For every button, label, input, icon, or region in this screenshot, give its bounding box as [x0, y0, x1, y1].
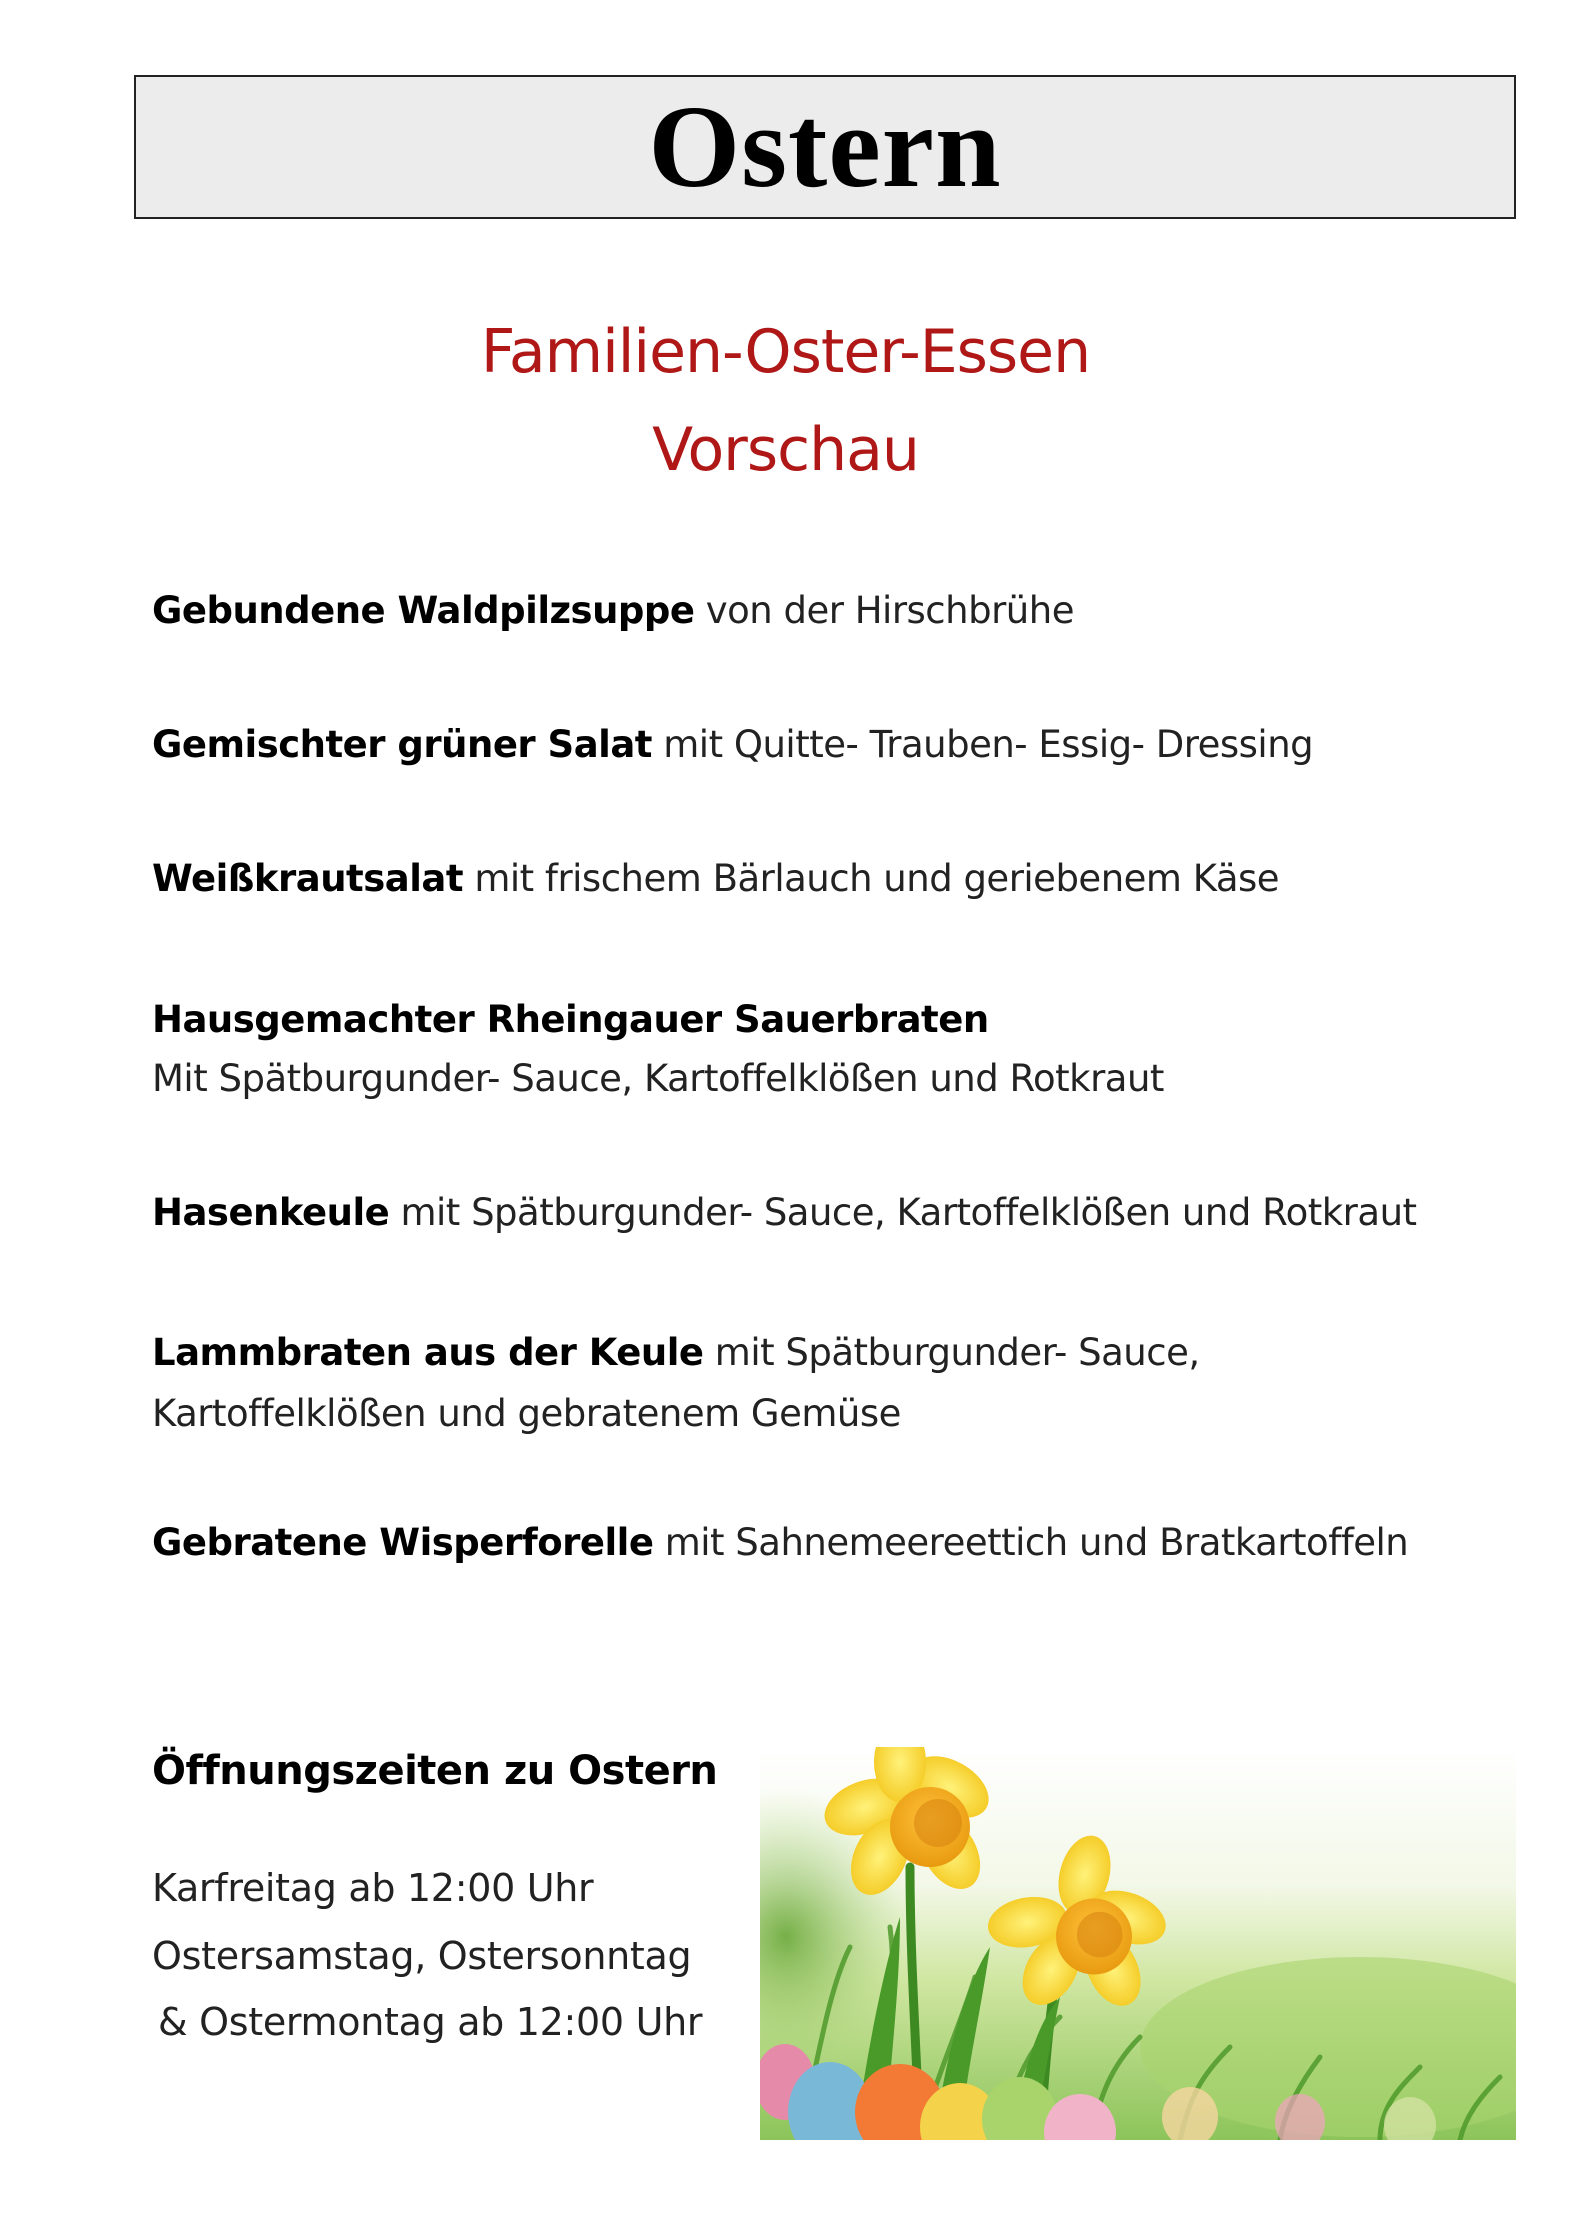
subtitle-line-1: Familien-Oster-Essen	[480, 317, 1091, 387]
menu-item	[152, 1520, 1492, 1566]
menu-item-desc: mit Sahnemeereettich und Bratkartoffeln	[653, 1521, 1409, 1564]
menu-item-name: Gebundene Waldpilzsuppe	[152, 589, 695, 632]
subtitle-line-2: Vorschau	[652, 415, 919, 485]
menu-item-name: Weißkrautsalat	[152, 857, 464, 900]
menu-item-desc: Mit Spätburgunder- Sauce, Kartoffelklößen und Rotkraut	[152, 1057, 1164, 1101]
menu-item	[152, 856, 1492, 902]
title-box	[134, 75, 1516, 219]
opening-hours-heading: Öffnungszeiten zu Ostern	[152, 1748, 718, 1794]
menu-item	[152, 722, 1492, 768]
menu-item-desc: mit Spätburgunder- Sauce, Kartoffelklößen und gebratenem Gemüse	[152, 1331, 1200, 1436]
menu-item	[152, 588, 1492, 634]
page-title: Ostern	[648, 81, 1002, 212]
menu-item-name: Hasenkeule	[152, 1191, 390, 1234]
menu-item-name: Hausgemachter Rheingauer Sauerbraten	[152, 998, 989, 1041]
menu-item-desc: mit frischem Bärlauch und geriebenem Käse	[463, 857, 1280, 900]
menu-item	[152, 1322, 1462, 1444]
menu-item	[152, 990, 1492, 1108]
daffodils-easter-eggs-photo	[760, 1747, 1516, 2140]
menu-item	[152, 1190, 1492, 1236]
menu-item-desc: mit Spätburgunder- Sauce, Kartoffelklößen und Rotkraut	[389, 1191, 1417, 1234]
menu-item-name: Lammbraten aus der Keule	[152, 1331, 704, 1374]
menu-item-desc: mit Quitte- Trauben- Essig- Dressing	[652, 723, 1314, 766]
opening-hours-line: Ostersamstag, Ostersonntag	[152, 1934, 692, 1978]
menu-item-desc: von der Hirschbrühe	[694, 589, 1074, 632]
opening-hours-line: Karfreitag ab 12:00 Uhr	[152, 1866, 594, 1910]
menu-item-name: Gebratene Wisperforelle	[152, 1521, 654, 1564]
opening-hours-line: & Ostermontag ab 12:00 Uhr	[158, 2000, 703, 2044]
menu-item-name: Gemischter grüner Salat	[152, 723, 652, 766]
